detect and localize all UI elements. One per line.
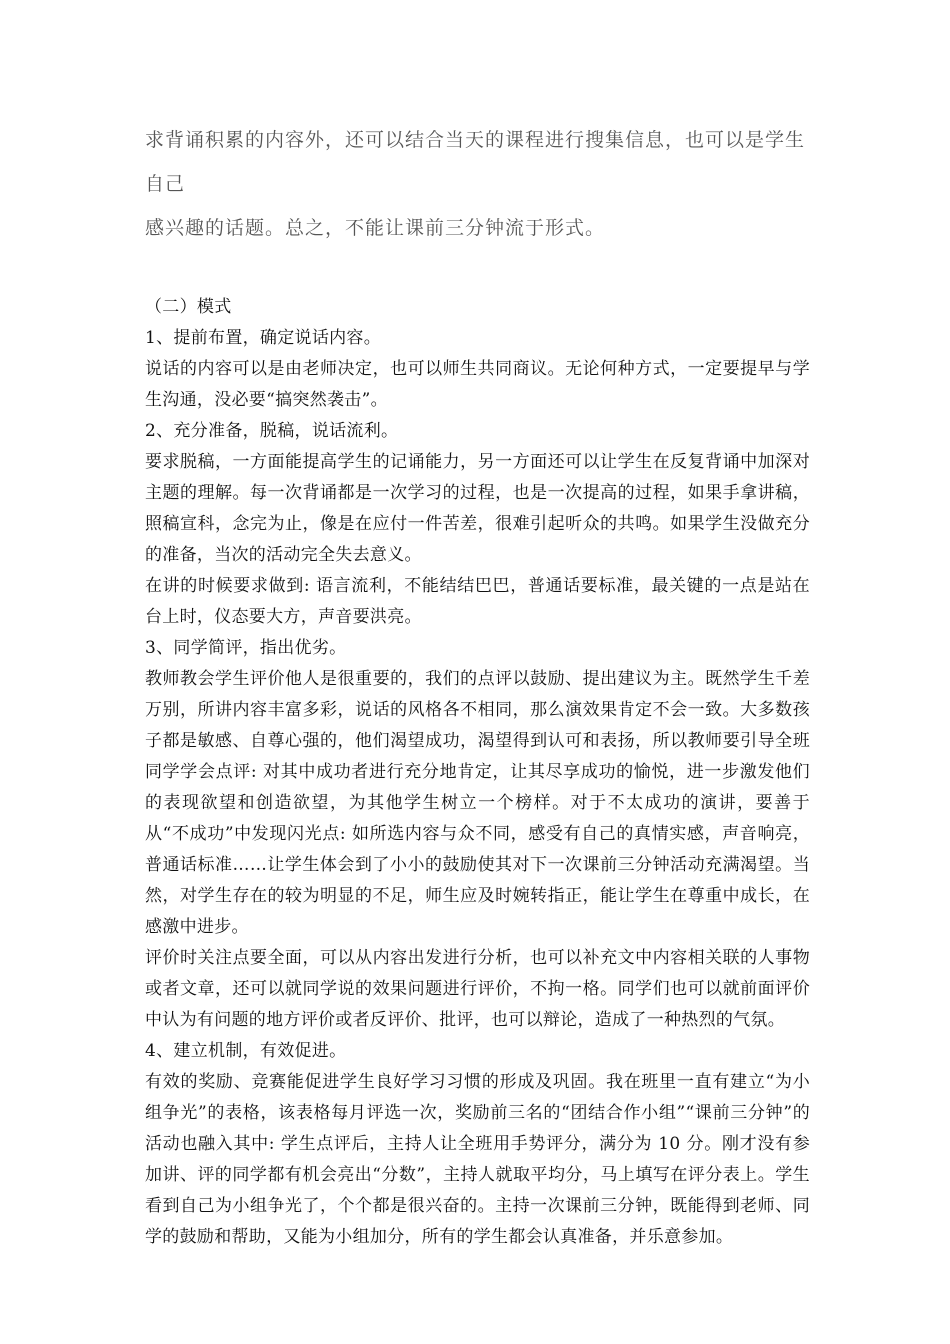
- intro-line: 求背诵积累的内容外，还可以结合当天的课程进行搜集信息，也可以是学生自己: [145, 129, 806, 195]
- section-title: （二）模式: [145, 297, 232, 317]
- body-paragraph: 要求脱稿，一方面能提高学生的记诵能力，另一方面还可以让学生在反复背诵中加深对主题的理解。每一次背诵都是一次学习的过程，也是一次提高的过程，如果手拿讲稿，照稿宣科，念完为止，像是在应付一件苦差，很难引起听众的共鸣。如果学生没做充分的准备，当次的活动完全失去意义。: [145, 452, 810, 565]
- document-body: [145, 292, 810, 1253]
- document-page: [145, 118, 810, 1253]
- intro-paragraph: [145, 118, 810, 250]
- body-paragraph: 评价时关注点要全面，可以从内容出发进行分析，也可以补充文中内容相关联的人事物或者文章，还可以就同学说的效果问题进行评价，不拘一格。同学们也可以就前面评价中认为有问题的地方评价或者反评价、批评，也可以辩论，造成了一种热烈的气氛。: [145, 948, 810, 1030]
- item-heading: 2、充分准备，脱稿，说话流利。: [145, 421, 399, 441]
- body-paragraph: 在讲的时候要求做到: 语言流利，不能结结巴巴，普通话要标准，最关键的一点是站在台上时，仪态要大方，声音要洪亮。: [145, 576, 810, 627]
- item-heading: 1、提前布置，确定说话内容。: [145, 328, 382, 348]
- item-heading: 3、同学简评，指出优劣。: [145, 638, 347, 658]
- intro-line: 感兴趣的话题。总之，不能让课前三分钟流于形式。: [145, 217, 606, 239]
- body-paragraph: 说话的内容可以是由老师决定，也可以师生共同商议。无论何种方式，一定要提早与学生沟通，没必要“搞突然袭击”。: [145, 359, 810, 410]
- body-paragraph: 教师教会学生评价他人是很重要的，我们的点评以鼓励、提出建议为主。既然学生千差万别，所讲内容丰富多彩，说话的风格各不相同，那么演效果肯定不会一致。大多数孩子都是敏感、自尊心强的，他们渴望成功，渴望得到认可和表扬，所以教师要引导全班同学学会点评: 对其中成功者进行充分地肯定，让其尽享成功的愉悦，进一步激发他们的表现欲望和创造欲望，为其他学生树立一个榜样。对于不太成功的演讲，要善于从“不成功”中发现闪光点: 如所选内容与众不同，感受有自己的真情实感，声音响亮，普通话标准……让学生体会到了小小的鼓励使其对下一次课前三分钟活动充满渴望。当然，对学生存在的较为明显的不足，师生应及时婉转指正，能让学生在尊重中成长，在感激中进步。: [145, 669, 810, 937]
- body-paragraph: 有效的奖励、竞赛能促进学生良好学习习惯的形成及巩固。我在班里一直有建立“为小组争光”的表格，该表格每月评选一次，奖励前三名的“团结合作小组”“课前三分钟”的活动也融入其中: 学生点评后，主持人让全班用手势评分，满分为 10 分。刚才没有参加讲、评的同学都有机会亮出“分数”，主持人就取平均分，马上填写在评分表上。学生看到自己为小组争光了，个个都是很兴奋的。主持一次课前三分钟，既能得到老师、同学的鼓励和帮助，又能为小组加分，所有的学生都会认真准备，并乐意参加。: [145, 1072, 810, 1247]
- item-heading: 4、建立机制，有效促进。: [145, 1041, 347, 1061]
